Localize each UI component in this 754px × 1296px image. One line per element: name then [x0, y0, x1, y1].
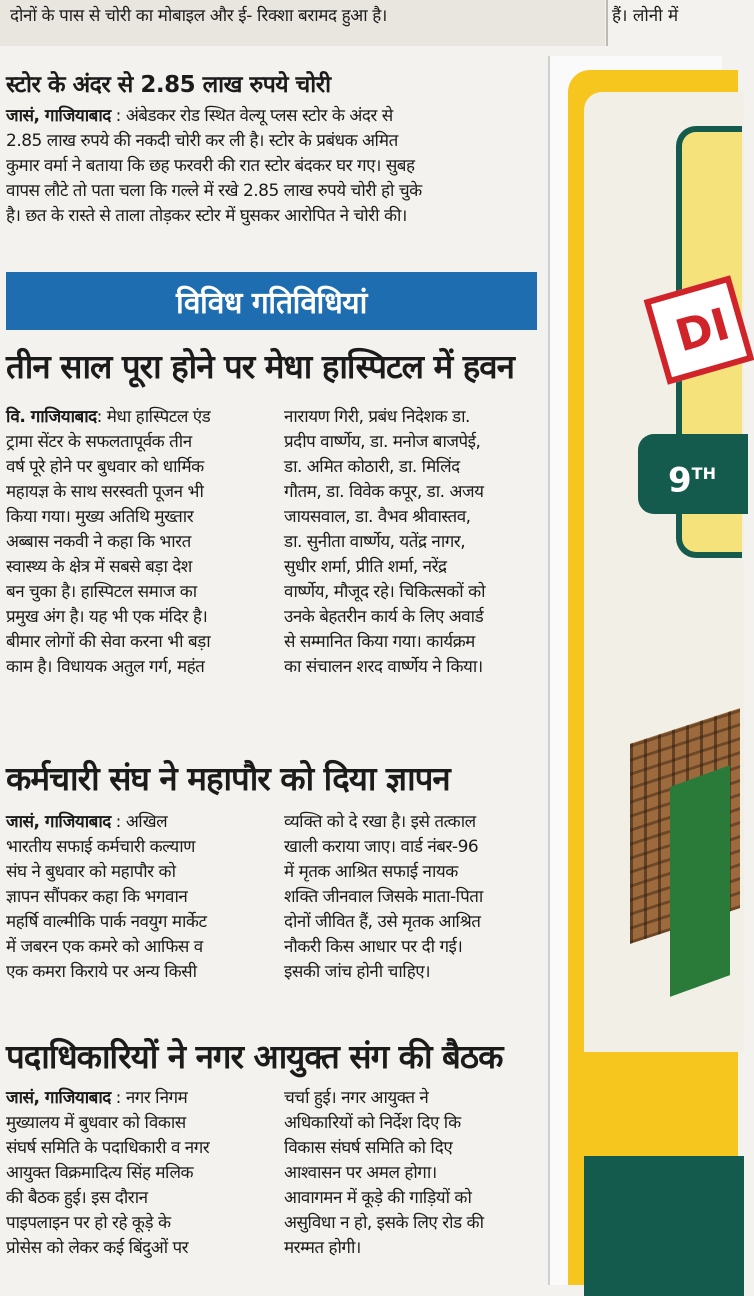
ad-anniversary-badge: 9TH — [638, 434, 748, 514]
body-line: असुविधा न हो, इसके लिए रोड की — [284, 1213, 484, 1233]
story-headline-store-theft: स्टोर के अंदर से 2.85 लाख रुपये चोरी — [6, 72, 331, 98]
story-body-col2 — [284, 1086, 546, 1261]
body-line: महायज्ञ के साथ सरस्वती पूजन भी — [6, 482, 204, 502]
body-line: में मृतक आश्रित सफाई नायक — [284, 862, 458, 882]
body-line: अब्बास नकवी ने कहा कि भारत — [6, 532, 191, 552]
body-line: कुमार वर्मा ने बताया कि छह फरवरी की रात स्टोर बंदकर घर गए। सुबह — [6, 156, 415, 176]
body-line: चर्चा हुई। नगर आयुक्त ने — [284, 1088, 429, 1108]
body-line: महर्षि वाल्मीकि पार्क नवयुग मार्केट — [6, 912, 207, 932]
body-line: प्रोसेस को लेकर कई बिंदुओं पर — [6, 1238, 189, 1258]
dateline: जासं, गाजियाबाद — [6, 812, 111, 832]
dateline: वि. गाजियाबाद — [6, 407, 97, 427]
body-line: अधिकारियों को निर्देश दिए कि — [284, 1113, 461, 1133]
body-line: सुधीर शर्मा, प्रीति शर्मा, नरेंद्र — [284, 557, 447, 577]
body-line: एक कमरा किराये पर अन्य किसी — [6, 962, 197, 982]
body-line: संघ ने बुधवार को महापौर को — [6, 862, 176, 882]
body-line: वर्ष पूरे होने पर बुधवार को धार्मिक — [6, 457, 204, 477]
body-line: स्वास्थ्य के क्षेत्र में सबसे बड़ा देश — [6, 557, 192, 577]
body-line: प्रदीप वार्ष्णेय, डा. मनोज बाजपेई, — [284, 432, 481, 452]
body-line: आयुक्त विक्रमादित्य सिंह मलिक — [6, 1163, 194, 1183]
story-body-col2 — [284, 405, 546, 680]
story-headline-employees-union: कर्मचारी संघ ने महापौर को दिया ज्ञापन — [6, 759, 450, 798]
ad-bottom-panel — [584, 1156, 744, 1296]
body-line: व्यक्ति को दे रखा है। इसे तत्काल — [284, 812, 476, 832]
body-line: वि. गाजियाबाद: मेधा हास्पिटल एंड — [6, 407, 211, 427]
body-line: डा. सुनीता वार्ष्णेय, यतेंद्र नागर, — [284, 532, 466, 552]
column-divider — [606, 0, 608, 46]
story-body-col2 — [284, 810, 546, 985]
body-line: जासं, गाजियाबाद : नगर निगम — [6, 1088, 188, 1108]
body-line: शक्ति जीनवाल जिसके माता-पिता — [284, 887, 483, 907]
story-body-col1 — [6, 405, 272, 680]
story-body-store-theft — [6, 104, 546, 229]
body-line: वार्ष्णेय, मौजूद रहे। चिकित्सकों को — [284, 582, 486, 602]
body-line: प्रमुख अंग है। यह भी एक मंदिर है। — [6, 607, 208, 627]
story-body-col1 — [6, 1086, 272, 1261]
adjacent-column-text: हैं। लोनी में — [612, 6, 679, 26]
body-line: संघर्ष समिति के पदाधिकारी व नगर — [6, 1138, 210, 1158]
body-line: मुख्यालय में बुधवार को विकास — [6, 1113, 186, 1133]
body-line: इसकी जांच होनी चाहिए। — [284, 962, 431, 982]
body-line: जासं, गाजियाबाद : अंबेडकर रोड स्थित वेल्यू प्लस स्टोर के अंदर से — [6, 106, 393, 126]
body-line: वापस लौटे तो पता चला कि गल्ले में रखे 2.85 लाख रुपये चोरी हो चुके — [6, 181, 422, 201]
dateline: जासं, गाजियाबाद — [6, 106, 111, 126]
body-line: ज्ञापन सौंपकर कहा कि भगवान — [6, 887, 188, 907]
body-line: 2.85 लाख रुपये की नकदी चोरी कर ली है। स्टोर के प्रबंधक अमित — [6, 131, 398, 151]
section-banner: विविध गतिविधियां — [6, 272, 537, 330]
dateline: जासं, गाजियाबाद — [6, 1088, 111, 1108]
body-line: काम है। विधायक अतुल गर्ग, महंत — [6, 657, 205, 677]
body-line: गौतम, डा. विवेक कपूर, डा. अजय — [284, 482, 484, 502]
ad-red-tag: DI — [644, 275, 754, 384]
body-line: नौकरी किस आधार पर दी गई। — [284, 937, 463, 957]
body-line: किया गया। मुख्य अतिथि मुख्तार — [6, 507, 194, 527]
body-line: है। छत के रास्ते से ताला तोड़कर स्टोर में घुसकर आरोपित ने चोरी की। — [6, 206, 407, 226]
body-line: में जबरन एक कमरे को आफिस व — [6, 937, 203, 957]
story-headline-hospital-havan: तीन साल पूरा होने पर मेधा हास्पिटल में हवन — [6, 347, 514, 386]
body-line: खाली कराया जाए। वार्ड नंबर-96 — [284, 837, 479, 857]
body-line: मरम्मत होगी। — [284, 1238, 361, 1258]
body-line: जासं, गाजियाबाद : अखिल — [6, 812, 168, 832]
body-line: नारायण गिरी, प्रबंध निदेशक डा. — [284, 407, 470, 427]
body-line: दोनों जीवित हैं, उसे मृतक आश्रित — [284, 912, 481, 932]
story-headline-officials-meeting: पदाधिकारियों ने नगर आयुक्त संग की बैठक — [6, 1037, 503, 1076]
story-body-col1 — [6, 810, 272, 985]
body-line: आश्वासन पर अमल होगा। — [284, 1163, 437, 1183]
body-line: ट्रामा सेंटर के सफलतापूर्वक तीन — [6, 432, 192, 452]
ad-green-bag-image — [670, 765, 730, 997]
body-line: डा. अमित कोठारी, डा. मिलिंद — [284, 457, 460, 477]
previous-story-last-line: दोनों के पास से चोरी का मोबाइल और ई- रिक्शा बरामद हुआ है। — [10, 6, 387, 26]
body-line: पाइपलाइन पर हो रहे कूड़े के — [6, 1213, 171, 1233]
body-line: उनके बेहतरीन कार्य के लिए अवार्ड — [284, 607, 484, 627]
body-line: आवागमन में कूड़े की गाड़ियों को — [284, 1188, 472, 1208]
body-line: की बैठक हुई। इस दौरान — [6, 1188, 148, 1208]
body-line: बन चुका है। हास्पिटल समाज का — [6, 582, 197, 602]
body-line: से सम्मानित किया गया। कार्यक्रम — [284, 632, 475, 652]
body-line: का संचालन शरद वार्ष्णेय ने किया। — [284, 657, 483, 677]
body-line: भारतीय सफाई कर्मचारी कल्याण — [6, 837, 195, 857]
body-line: जायसवाल, डा. वैभव श्रीवास्तव, — [284, 507, 471, 527]
body-line: बीमार लोगों की सेवा करना भी बड़ा — [6, 632, 211, 652]
advertisement — [548, 56, 736, 1285]
body-line: विकास संघर्ष समिति को दिए — [284, 1138, 453, 1158]
